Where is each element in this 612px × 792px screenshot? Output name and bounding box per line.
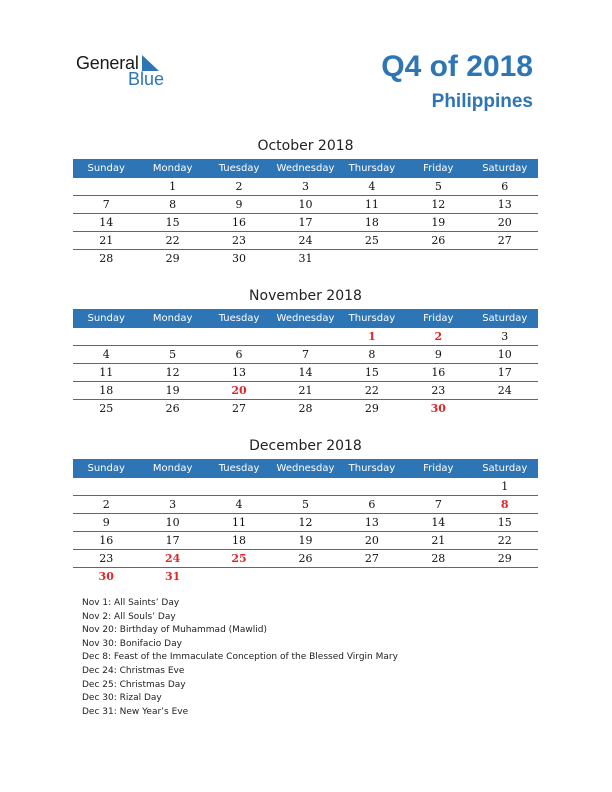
day-cell: 12 [431, 198, 446, 211]
week-row [73, 196, 538, 214]
day-cell [206, 328, 272, 345]
day-cell: 8 [169, 198, 177, 211]
weekday-label: Friday [423, 313, 454, 324]
day-cell [73, 178, 139, 195]
weekday-label: Wednesday [276, 163, 335, 174]
day-cell: 15 [497, 516, 512, 529]
day-cell: 4 [368, 180, 376, 193]
weekday-label: Monday [152, 463, 193, 474]
day-cell: 29 [497, 552, 512, 565]
day-cell [73, 478, 139, 495]
day-cell: 1 [501, 480, 509, 493]
day-cell [272, 328, 338, 345]
week-row [73, 568, 538, 585]
day-cell: 27 [232, 402, 247, 415]
day-cell: 5 [169, 348, 177, 361]
day-cell: 23 [99, 552, 114, 565]
weekday-label: Thursday [348, 313, 396, 324]
logo-text-blue: Blue [128, 69, 165, 89]
holiday-note: Nov 2: All Souls’ Day [82, 611, 176, 622]
day-cell: 23 [431, 384, 446, 397]
day-cell: 18 [99, 384, 114, 397]
day-cell: 15 [165, 216, 180, 229]
week-row [73, 232, 538, 250]
day-cell: 20 [364, 534, 379, 547]
weekday-header [73, 309, 538, 328]
holiday-day-cell: 8 [500, 498, 509, 511]
week-row [73, 382, 538, 400]
quarter-title: Q4 of 2018 [381, 50, 533, 83]
day-cell: 21 [431, 534, 446, 547]
day-cell: 3 [169, 498, 177, 511]
day-cell: 27 [364, 552, 379, 565]
holiday-note: Dec 8: Feast of the Immaculate Conception of the Blessed Virgin Mary [82, 652, 398, 663]
day-cell: 8 [368, 348, 376, 361]
weekday-label: Saturday [482, 313, 528, 324]
holiday-day-cell: 30 [98, 570, 114, 583]
day-cell: 24 [298, 234, 313, 247]
day-cell: 22 [497, 534, 512, 547]
week-row [73, 514, 538, 532]
day-cell [339, 250, 405, 267]
day-cell [472, 568, 538, 585]
day-cell: 17 [298, 216, 313, 229]
day-cell: 3 [501, 330, 509, 343]
day-cell: 7 [102, 198, 110, 211]
day-cell: 7 [301, 348, 309, 361]
day-cell [405, 478, 471, 495]
weekday-label: Sunday [87, 163, 125, 174]
weekday-header [73, 459, 538, 478]
week-row [73, 328, 538, 346]
holiday-note: Nov 20: Birthday of Muhammad (Mawlid) [82, 625, 268, 636]
day-cell: 5 [301, 498, 309, 511]
day-cell: 24 [497, 384, 512, 397]
day-cell: 13 [232, 366, 247, 379]
week-row [73, 550, 538, 568]
weekday-label: Tuesday [218, 163, 260, 174]
day-cell: 25 [364, 234, 379, 247]
week-row [73, 178, 538, 196]
day-cell: 22 [165, 234, 180, 247]
holiday-note: Nov 30: Bonifacio Day [82, 638, 182, 649]
weekday-label: Thursday [348, 163, 396, 174]
holiday-day-cell: 20 [231, 384, 247, 397]
day-cell: 5 [434, 180, 442, 193]
day-cell: 6 [235, 348, 243, 361]
day-cell: 1 [169, 180, 177, 193]
week-row [73, 532, 538, 550]
day-cell: 17 [497, 366, 512, 379]
week-row [73, 250, 538, 267]
weekday-label: Wednesday [276, 463, 335, 474]
day-cell: 10 [165, 516, 180, 529]
day-cell: 27 [497, 234, 512, 247]
day-cell: 19 [431, 216, 446, 229]
day-cell: 14 [99, 216, 114, 229]
day-cell [339, 478, 405, 495]
day-cell: 28 [99, 252, 114, 265]
weekday-label: Sunday [87, 313, 125, 324]
day-cell: 9 [235, 198, 243, 211]
day-cell: 20 [497, 216, 512, 229]
week-row [73, 364, 538, 382]
day-cell: 6 [368, 498, 376, 511]
day-cell: 14 [298, 366, 313, 379]
day-cell: 12 [165, 366, 180, 379]
day-cell: 17 [165, 534, 180, 547]
holiday-note: Dec 24: Christmas Eve [82, 665, 185, 676]
day-cell: 2 [102, 498, 110, 511]
month-title: October 2018 [257, 138, 354, 154]
day-cell: 2 [235, 180, 243, 193]
day-cell: 11 [99, 366, 114, 379]
day-cell [272, 568, 338, 585]
day-cell: 26 [431, 234, 446, 247]
holiday-day-cell: 1 [368, 330, 376, 343]
day-cell: 11 [232, 516, 247, 529]
day-cell [472, 250, 538, 267]
weekday-label: Saturday [482, 163, 528, 174]
day-cell [405, 250, 471, 267]
day-cell: 6 [501, 180, 509, 193]
country-name: Philippines [431, 91, 533, 112]
day-cell: 29 [165, 252, 180, 265]
day-cell: 16 [232, 216, 247, 229]
holiday-day-cell: 30 [430, 402, 446, 415]
holiday-notes [82, 597, 398, 719]
weekday-label: Monday [152, 163, 193, 174]
day-cell: 4 [102, 348, 110, 361]
day-cell [272, 478, 338, 495]
day-cell [139, 478, 205, 495]
day-cell: 11 [364, 198, 379, 211]
holiday-day-cell: 2 [434, 330, 443, 343]
day-cell: 14 [431, 516, 446, 529]
day-cell: 19 [298, 534, 313, 547]
weekday-label: Tuesday [218, 463, 260, 474]
day-cell [405, 568, 471, 585]
day-cell [339, 568, 405, 585]
weekday-label: Saturday [482, 463, 528, 474]
day-cell: 25 [99, 402, 114, 415]
holiday-day-cell: 25 [231, 552, 247, 565]
holiday-note: Dec 30: Rizal Day [82, 693, 162, 704]
day-cell [206, 478, 272, 495]
day-cell: 15 [364, 366, 379, 379]
day-cell: 21 [298, 384, 313, 397]
weekday-label: Tuesday [218, 313, 260, 324]
day-cell [73, 328, 139, 345]
weekday-header [73, 159, 538, 178]
day-cell: 16 [99, 534, 114, 547]
week-row [73, 478, 538, 496]
weekday-label: Sunday [87, 463, 125, 474]
day-cell: 28 [298, 402, 313, 415]
week-row [73, 214, 538, 232]
weekday-label: Friday [423, 163, 454, 174]
day-cell: 10 [497, 348, 512, 361]
day-cell: 21 [99, 234, 114, 247]
day-cell: 18 [232, 534, 247, 547]
holiday-note: Dec 31: New Year’s Eve [82, 706, 189, 717]
holiday-day-cell: 24 [164, 552, 181, 565]
weekday-label: Monday [152, 313, 193, 324]
day-cell: 16 [431, 366, 446, 379]
day-cell: 13 [497, 198, 512, 211]
day-cell: 19 [165, 384, 180, 397]
week-row [73, 346, 538, 364]
day-cell: 23 [232, 234, 247, 247]
day-cell: 29 [364, 402, 379, 415]
day-cell [206, 568, 272, 585]
month-calendar [73, 287, 538, 417]
holiday-note: Nov 1: All Saints’ Day [82, 598, 180, 608]
day-cell [472, 400, 538, 417]
month-calendar [73, 137, 538, 267]
day-cell: 28 [431, 552, 446, 565]
day-cell: 4 [235, 498, 243, 511]
day-cell: 7 [434, 498, 442, 511]
logo-text-general: General [76, 53, 139, 73]
week-row [73, 400, 538, 417]
day-cell [139, 328, 205, 345]
day-cell: 10 [298, 198, 313, 211]
brand-logo [76, 52, 176, 92]
day-cell: 18 [364, 216, 379, 229]
day-cell: 13 [364, 516, 379, 529]
day-cell: 31 [298, 252, 313, 265]
week-row [73, 496, 538, 514]
weekday-label: Thursday [348, 463, 396, 474]
weekday-label: Wednesday [276, 313, 335, 324]
day-cell: 12 [298, 516, 313, 529]
day-cell: 9 [102, 516, 110, 529]
day-cell: 26 [165, 402, 180, 415]
day-cell: 30 [232, 252, 247, 265]
day-cell: 26 [298, 552, 313, 565]
day-cell: 22 [364, 384, 379, 397]
day-cell: 3 [301, 180, 309, 193]
weekday-label: Friday [423, 463, 454, 474]
holiday-note: Dec 25: Christmas Day [82, 679, 186, 690]
month-title: December 2018 [249, 438, 362, 454]
day-cell: 9 [434, 348, 442, 361]
holiday-day-cell: 31 [164, 570, 181, 583]
month-title: November 2018 [249, 288, 362, 304]
month-calendar [73, 437, 538, 585]
